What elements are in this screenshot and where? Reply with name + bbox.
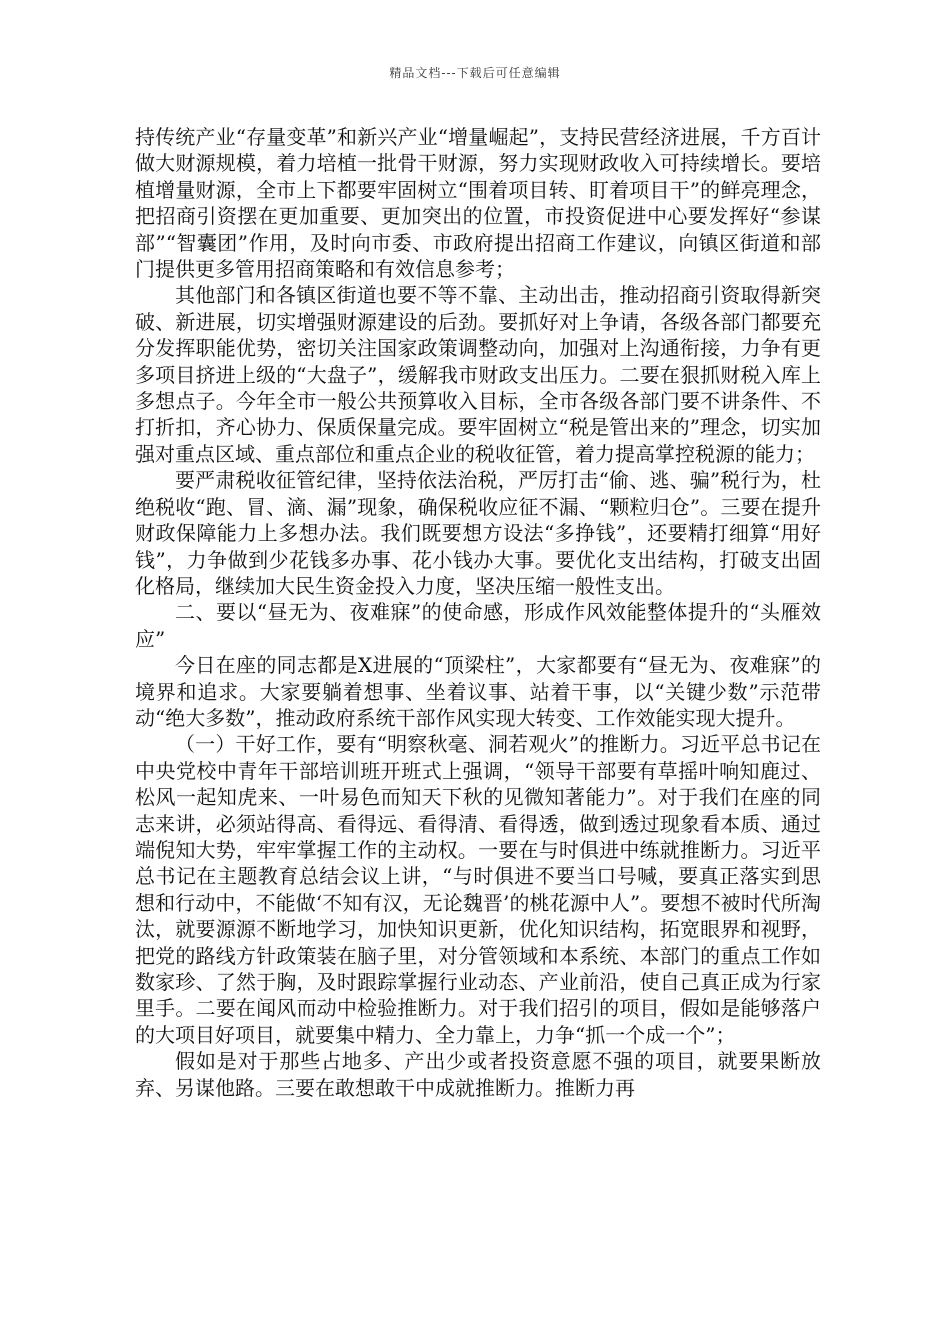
page-header: 精品文档---下载后可任意编辑 — [389, 66, 561, 80]
paragraph-5: 今日在座的同志都是X进展的“顶梁柱”，大家都要有“昼无为、夜难寐”的境界和追求。大家要躺着想事、坐着议事、站着干事，以“关键少数”示范带动“绝大多数”，推动政府系统干部作风实现大转变、工作效能实现大提升。 — [135, 653, 821, 730]
paragraph-7: 假如是对于那些占地多、产出少或者投资意愿不强的项目，就要果断放弃、另谋他路。三要在敢想敢干中成就推断力。推断力再 — [135, 1049, 821, 1100]
paragraph-1: 持传统产业“存量变革”和新兴产业“增量崛起”，支持民营经济进展，千方百计做大财源规模，着力培植一批骨干财源，努力实现财政收入可持续增长。要培植增量财源，全市上下都要牢固树立“围着项目转、盯着项目干”的鲜亮理念，把招商引资摆在更加重要、更加突出的位置，市投资促进中心要发挥好“参谋部”“智囊团”作用，及时向市委、市政府提出招商工作建议，向镇区街道和部门提供更多管用招商策略和有效信息参考； — [135, 125, 821, 282]
paragraph-6: （一）干好工作，要有“明察秋毫、洞若观火”的推断力。习近平总书记在中央党校中青年干部培训班开班式上强调，“领导干部要有草摇叶响知鹿过、松风一起知虎来、一叶易色而知天下秋的见微知著能力”。对于我们在座的同志来讲，必须站得高、看得远、看得清、看得透，做到透过现象看本质、通过端倪知大势，牢牢掌握工作的主动权。一要在与时俱进中练就推断力。习近平总书记在主题教育总结会议上讲，“与时俱进不要当口号喊，要真正落实到思想和行动中，不能做‘不知有汉，无论魏晋’的桃花源中人”。要想不被时代所淘汰，就要源源不断地学习，加快知识更新，优化知识结构，拓宽眼界和视野，把党的路线方针政策装在脑子里，对分管领域和本系统、本部门的重点工作如数家珍、了然于胸，及时跟踪掌握行业动态、产业前沿，使自己真正成为行家里手。二要在闻风而动中检验推断力。对于我们招引的项目，假如是能够落户的大项目好项目，就要集中精力、全力靠上，力争“抓一个成一个”； — [135, 732, 821, 1047]
document-body — [135, 124, 821, 1101]
section-heading-2: 二、要以“昼无为、夜难寐”的使命感，形成作风效能整体提升的“头雁效应” — [135, 600, 821, 651]
paragraph-3: 要严肃税收征管纪律，坚持依法治税，严厉打击“偷、逃、骗”税行为，杜绝税收“跑、冒、滴、漏”现象，确保税收应征不漏、“颗粒归仓”。三要在提升财政保障能力上多想办法。我们既要想方设法“多挣钱”，还要精打细算“用好钱”，力争做到少花钱多办事、花小钱办大事。要优化支出结构，打破支出固化格局，继续加大民生资金投入力度，坚决压缩一般性支出。 — [135, 468, 821, 598]
paragraph-2: 其他部门和各镇区街道也要不等不靠、主动出击，推动招商引资取得新突破、新进展，切实增强财源建设的后劲。要抓好对上争请，各级各部门都要充分发挥职能优势，密切关注国家政策调整动向，加强对上沟通衔接，力争有更多项目挤进上级的“大盘子”，缓解我市财政支出压力。二要在狠抓财税入库上多想点子。今年全市一般公共预算收入目标，全市各级各部门要不讲条件、不打折扣，齐心协力、保质保量完成。要牢固树立“税是管出来的”理念，切实加强对重点区域、重点部位和重点企业的税收征管，着力提高掌控税源的能力； — [135, 283, 821, 466]
